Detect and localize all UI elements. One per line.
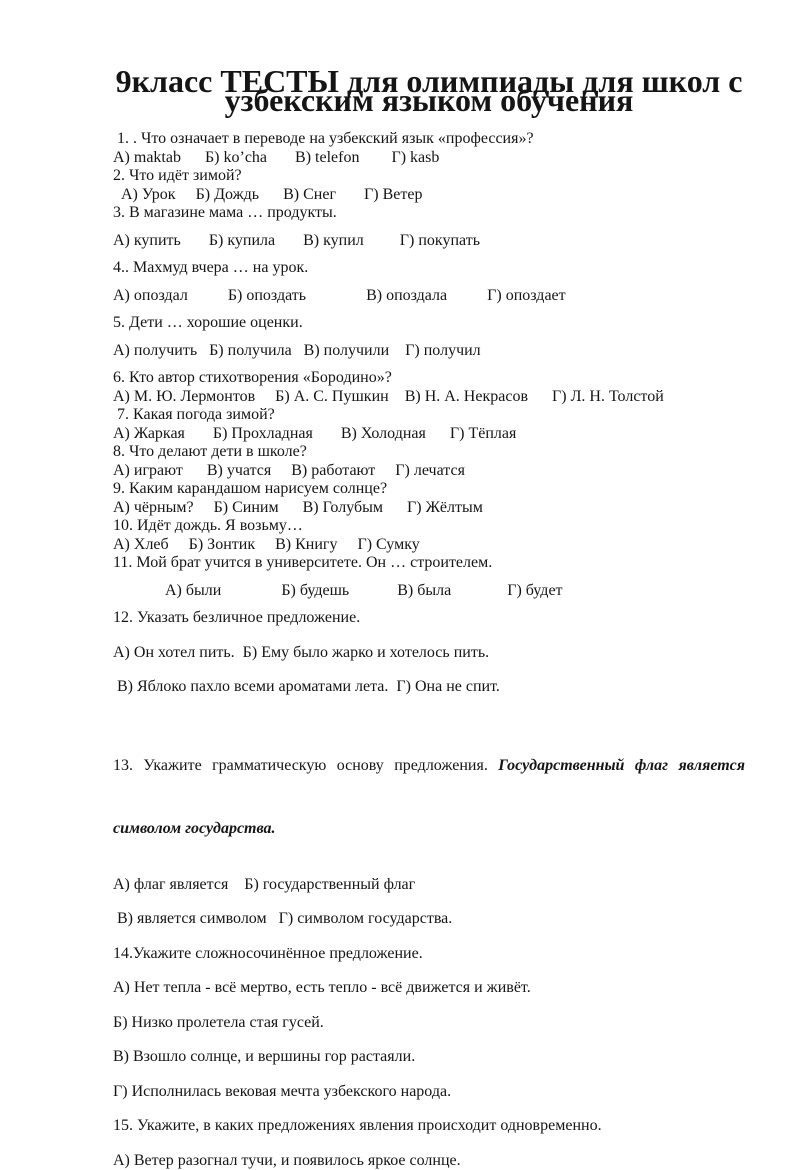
question-5: 5. Дети … хорошие оценки.	[113, 314, 745, 333]
question-1: 1. . Что означает в переводе на узбекский язык «профессия»?	[113, 130, 745, 149]
question-11-options: А) были Б) будешь В) была Г) будет	[113, 582, 745, 601]
question-14-option-v: В) Взошло солнце, и вершины гор растаяли.	[113, 1048, 745, 1067]
question-2-options: А) Урок Б) Дождь В) Снег Г) Ветер	[113, 186, 745, 205]
question-15-option-a: А) Ветер разогнал тучи, и появилось яркое солнце.	[113, 1152, 745, 1170]
question-8-options: А) играют В) учатся В) работают Г) лечатся	[113, 462, 745, 481]
question-4-options: А) опоздал Б) опоздать В) опоздала Г) опоздает	[113, 287, 745, 306]
question-9: 9. Каким карандашом нарисуем солнце?	[113, 480, 745, 499]
question-7-options: А) Жаркая Б) Прохладная В) Холодная Г) Тёплая	[113, 425, 745, 444]
question-6: 6. Кто автор стихотворения «Бородино»?	[113, 369, 745, 388]
question-13-sentence-part2: символом государства.	[113, 818, 745, 839]
question-13-options-vg: В) является символом Г) символом государства.	[113, 910, 745, 929]
question-7: 7. Какая погода зимой?	[113, 406, 745, 425]
question-13-line1	[113, 755, 745, 776]
question-12-options-ab: А) Он хотел пить. Б) Ему было жарко и хотелось пить.	[113, 644, 745, 663]
question-14-option-b: Б) Низко пролетела стая гусей.	[113, 1014, 745, 1033]
question-5-options: А) получить Б) получила В) получили Г) получил	[113, 342, 745, 361]
question-14-option-a: А) Нет тепла - всё мертво, есть тепло - всё движется и живёт.	[113, 979, 745, 998]
question-9-options: А) чёрным? Б) Синим В) Голубым Г) Жёлтым	[113, 499, 745, 518]
question-4: 4.. Махмуд вчера … на урок.	[113, 259, 745, 278]
question-14: 14.Укажите сложносочинённое предложение.	[113, 945, 745, 964]
question-10: 10. Идёт дождь. Я возьму…	[113, 517, 745, 536]
question-3-options: А) купить Б) купила В) купил Г) покупать	[113, 232, 745, 251]
question-13-stem: 13. Укажите грамматическую основу предложения.	[113, 757, 498, 774]
question-8: 8. Что делают дети в школе?	[113, 443, 745, 462]
question-10-options: А) Хлеб Б) Зонтик В) Книгу Г) Сумку	[113, 536, 745, 555]
question-1-options: А) maktab Б) ko’cha В) telefon Г) kasb	[113, 149, 745, 168]
document-title: 9класс ТЕСТЫ для олимпиады для школ с узбекским языком обучения	[113, 72, 745, 109]
question-3: 3. В магазине мама … продукты.	[113, 204, 745, 223]
question-2: 2. Что идёт зимой?	[113, 167, 745, 186]
question-12: 12. Указать безличное предложение.	[113, 609, 745, 628]
question-13-sentence-part1: Государственный флаг является	[498, 757, 745, 774]
question-11: 11. Мой брат учится в университете. Он … строителем.	[113, 554, 745, 573]
question-6-options: А) М. Ю. Лермонтов Б) А. С. Пушкин В) Н. А. Некрасов Г) Л. Н. Толстой	[113, 388, 745, 407]
question-13-options-ab: А) флаг является Б) государственный флаг	[113, 876, 745, 895]
question-12-options-vg: В) Яблоко пахло всеми ароматами лета. Г) Она не спит.	[113, 678, 745, 697]
question-14-option-g: Г) Исполнилась вековая мечта узбекского народа.	[113, 1083, 745, 1102]
question-15: 15. Укажите, в каких предложениях явления происходит одновременно.	[113, 1117, 745, 1136]
question-13	[113, 713, 745, 860]
